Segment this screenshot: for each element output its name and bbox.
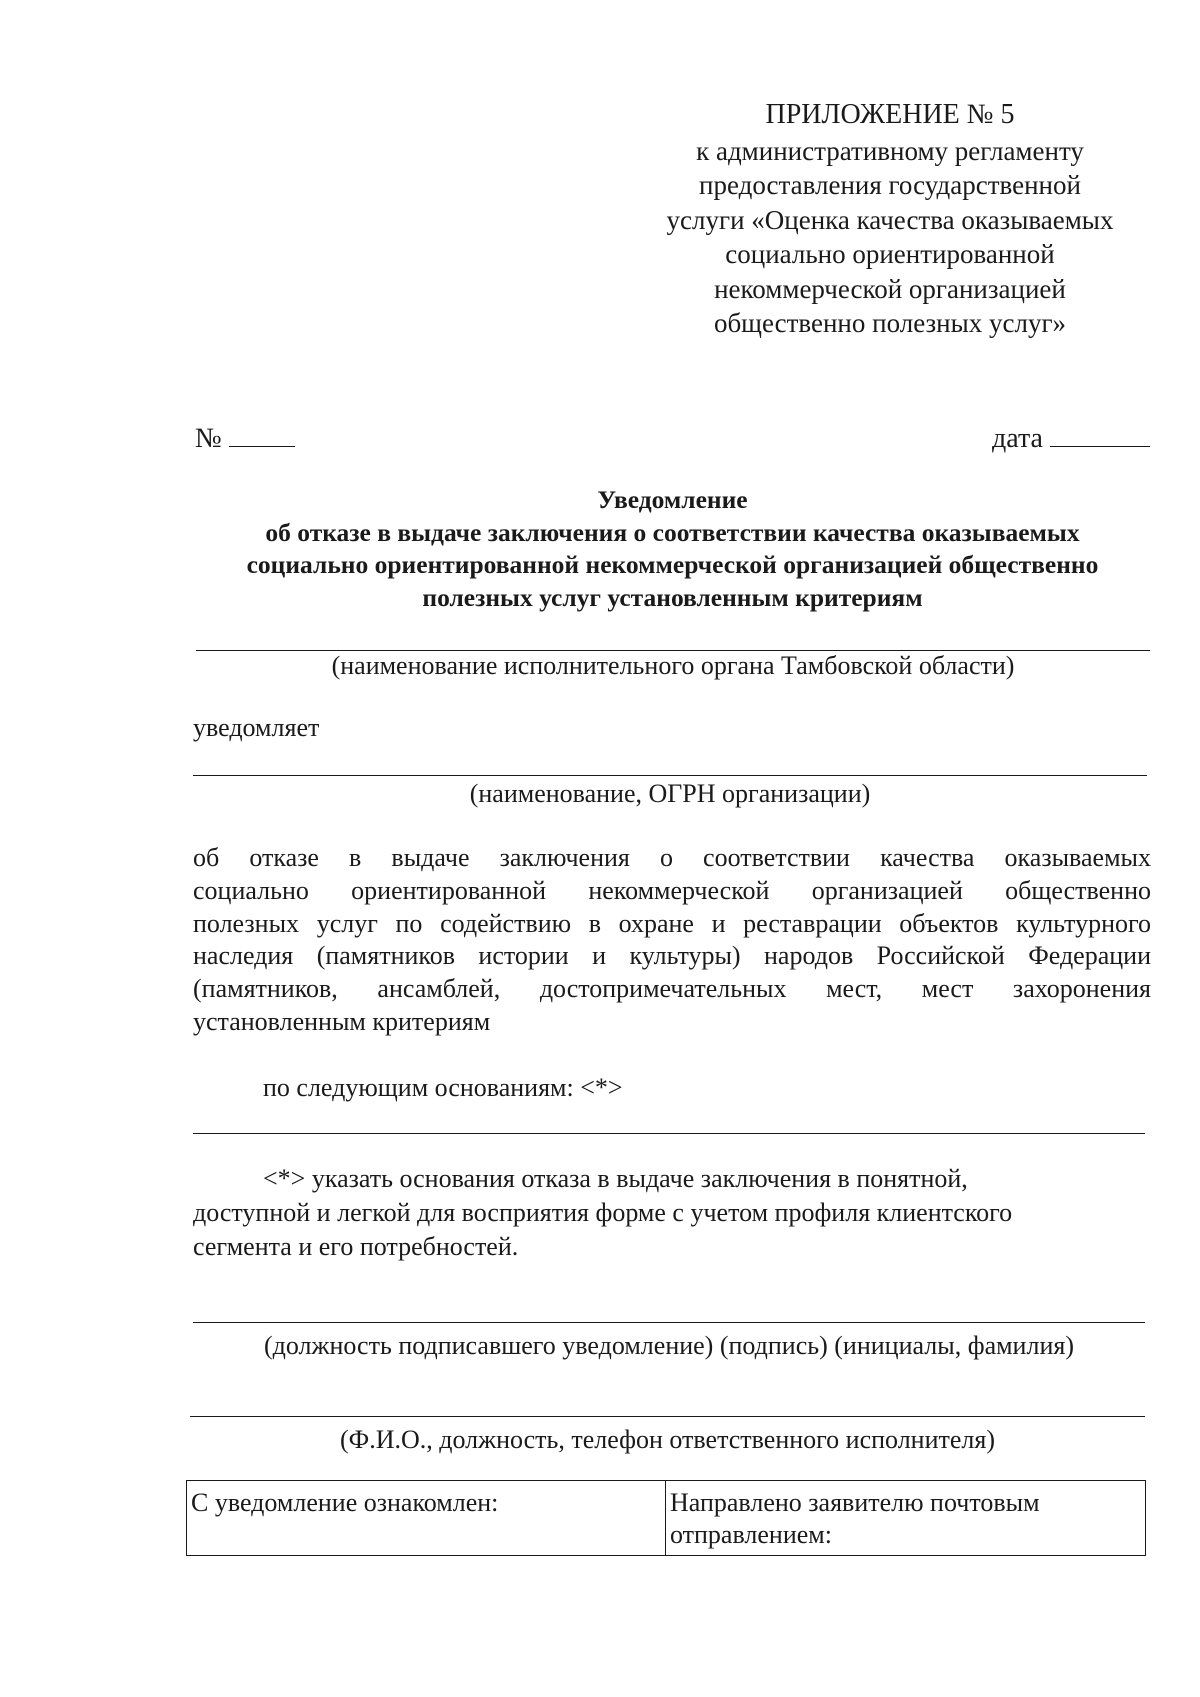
date-blank <box>1050 420 1150 447</box>
notifies-label: уведомляет <box>193 713 320 742</box>
appendix-line: некоммерческой организацией <box>714 273 1066 304</box>
number-field <box>195 420 295 455</box>
title-line: полезных услуг установленным критериям <box>422 582 923 612</box>
appendix-line: общественно полезных услуг» <box>713 308 1067 338</box>
appendix-line: предоставления государственной <box>699 170 1081 200</box>
number-date-row <box>195 420 1150 460</box>
appendix-heading: ПРИЛОЖЕНИЕ № 5 <box>765 99 1015 130</box>
grounds-line <box>193 1133 1145 1134</box>
appendix-line: к административному регламенту <box>696 135 1084 166</box>
executor-caption: (Ф.И.О., должность, телефон ответственного исполнителя) <box>340 1425 995 1454</box>
executor-line <box>190 1416 1145 1417</box>
footnote <box>193 1162 1151 1264</box>
authority-caption: (наименование исполнительного органа Тамбовской области) <box>331 651 1015 680</box>
table-row <box>187 1481 1146 1556</box>
grounds-label: по следующим основаниям: <*> <box>263 1073 623 1102</box>
body-line: (памятников, ансамблей, достопримечательных мест, мест захоронения <box>193 974 1151 1004</box>
organization-line <box>193 775 1147 776</box>
date-field <box>992 420 1150 455</box>
body-line: об отказе в выдаче заключения о соответствии качества оказываемых <box>193 843 1151 872</box>
acknowledged-cell: С уведомление ознакомлен: <box>187 1481 666 1556</box>
title-line: об отказе в выдаче заключения о соответствии качества оказываемых <box>265 517 1080 547</box>
title-line: Уведомление <box>597 485 748 514</box>
title-line: социально ориентированной некоммерческой организацией общественно <box>246 550 1099 579</box>
footnote-line: <*> указать основания отказа в выдаче заключения в понятной, <box>263 1164 968 1193</box>
appendix-block <box>600 98 1180 341</box>
organization-caption: (наименование, ОГРН организации) <box>469 779 871 808</box>
body-line: установленным критериям <box>193 1006 491 1036</box>
footnote-line: доступной и легкой для восприятия форме с учетом профиля клиентского <box>193 1198 1013 1227</box>
appendix-line: услуги «Оценка качества оказываемых <box>666 204 1114 235</box>
appendix-line: социально ориентированной <box>725 239 1055 269</box>
footnote-line: сегмента и его потребностей. <box>193 1232 519 1261</box>
body-line: социально ориентированной некоммерческой организацией общественно <box>193 875 1151 905</box>
number-label: № <box>195 423 222 454</box>
acknowledgement-table <box>186 1480 1146 1556</box>
notice-title <box>195 484 1150 614</box>
signature-line <box>193 1322 1145 1323</box>
body-line: полезных услуг по содействию в охране и реставрации объектов культурного <box>193 908 1151 938</box>
date-label: дата <box>992 423 1043 454</box>
mailed-cell: Направлено заявителю почтовым отправлением: <box>666 1481 1146 1556</box>
body-line: наследия (памятников истории и культуры) народов Российской Федерации <box>193 941 1151 971</box>
body-paragraph <box>193 842 1151 1039</box>
number-blank <box>229 420 295 447</box>
signature-caption: (должность подписавшего уведомление) (подпись) (инициалы, фамилия) <box>264 1331 1074 1360</box>
